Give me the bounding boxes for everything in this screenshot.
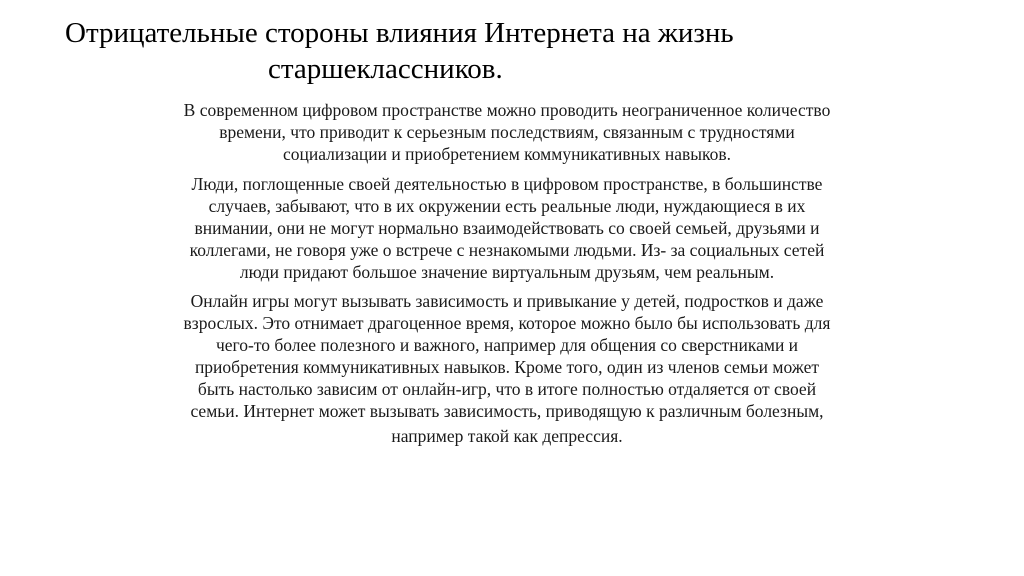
- slide-title-line-2: старшеклассников.: [268, 53, 503, 85]
- slide-body: [120, 99, 894, 447]
- paragraph-2: Люди, поглощенные своей деятельностью в цифровом пространстве, в большинстве случаев, забывают, что в их окружении есть реальные люди, нуждающиеся в их внимании, они не могут нормально взаимодействовать со своей семьей, друзьями и коллегами, не говоря уже о встрече с незнакомыми людьми. Из- за социальных сетей люди придают большое значение виртуальным друзьям, чем реальным.: [189, 174, 825, 282]
- paragraph-3: Онлайн игры могут вызывать зависимость и привыкание у детей, подростков и даже взрослых. Это отнимает драгоценное время, которое можно было бы использовать для чего-то более полезного и важного, например для общения со сверстниками и приобретения коммуникативных навыков. Кроме того, один из членов семьи может быть настолько зависим от онлайн-игр, что в итоге полностью отдаляется от своей семьи. Интернет может вызывать зависимость, приводящую к различным болезным,: [183, 291, 831, 421]
- paragraph-3-last-line: например такой как депрессия.: [391, 426, 623, 446]
- paragraph-1: В современном цифровом пространстве можно проводить неограниченное количество времени, что приводит к серьезным последствиям, связанным с трудностями социализации и приобретением коммуникативных навыков.: [183, 100, 831, 164]
- slide-title-line-1: Отрицательные стороны влияния Интернета на жизнь: [65, 17, 734, 49]
